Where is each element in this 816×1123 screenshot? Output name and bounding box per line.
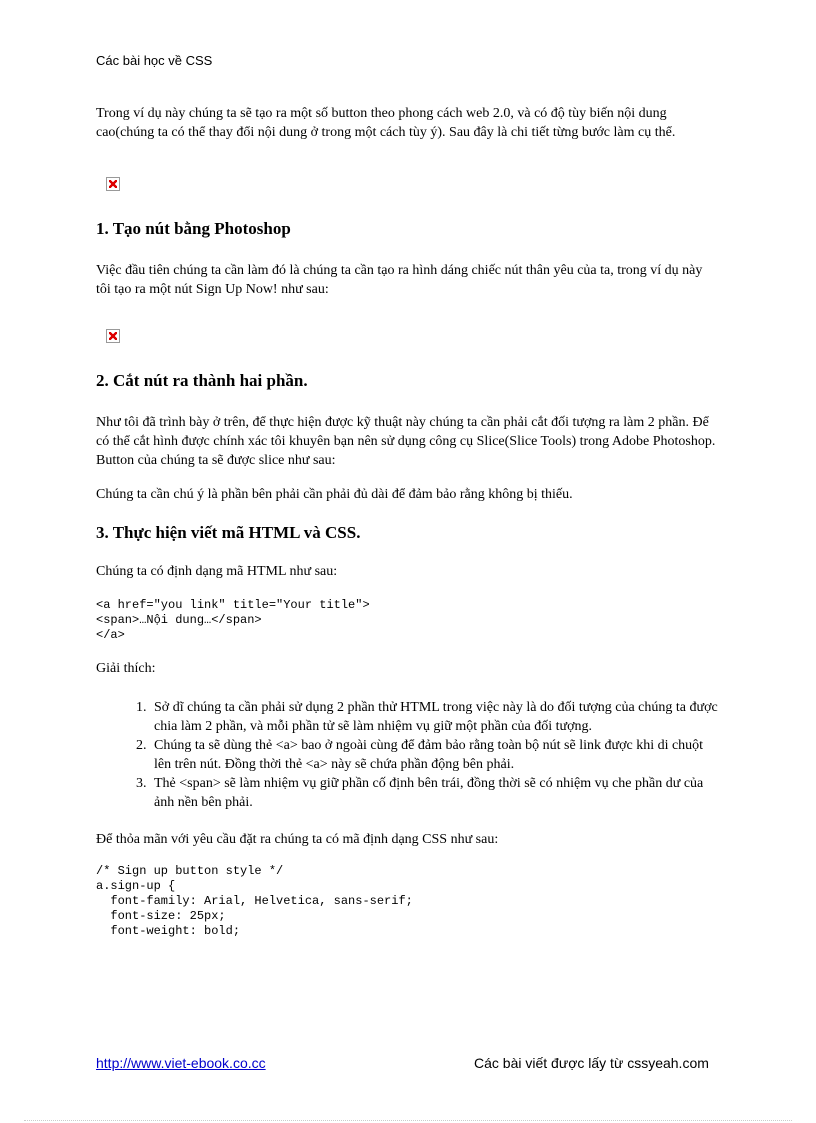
section-3-heading: 3. Thực hiện viết mã HTML và CSS. (96, 523, 361, 542)
css-code-block: /* Sign up button style */ a.sign-up { font-family: Arial, Helvetica, sans-serif; font-size: 25px; font-weight: bold; (96, 864, 413, 938)
html-code-block: <a href="you link" title="Your title"> <span>…Nội dung…</span> </a> (96, 598, 370, 642)
section-2-paragraph: Như tôi đã trình bày ở trên, để thực hiện được kỹ thuật này chúng ta cần phải cắt đối tượng ra làm 2 phần. Để có thể cắt hình được chính xác tôi khuyên bạn nên sử dụng công cụ Slice(Slice Tools) trong Adobe Photoshop. Button của chúng ta sẽ được slice như sau: (96, 415, 716, 468)
page-divider (24, 1120, 792, 1121)
page-header: Các bài học về CSS (96, 53, 213, 68)
broken-image-icon (106, 329, 120, 343)
intro-paragraph: Trong ví dụ này chúng ta sẽ tạo ra một số button theo phong cách web 2.0, và có độ tùy biến nội dung cao(chúng ta có thể thay đổi nội dung ở trong một cách tùy ý). Sau đây là chi tiết từng bước làm cụ thể. (96, 106, 676, 140)
footer-source: Các bài viết được lấy từ cssyeah.com (474, 1055, 709, 1071)
section-3-paragraph: Chúng ta có định dạng mã HTML như sau: (96, 564, 338, 579)
section-1-heading: 1. Tạo nút bằng Photoshop (96, 219, 291, 238)
list-item: 1. Sở dĩ chúng ta cần phải sử dụng 2 phần thử HTML trong việc này là do đối tượng của chúng ta được chia làm 2 phần, và mỗi phần tử sẽ làm nhiệm vụ giữ một phần của đối tượng. (150, 698, 720, 736)
explain-list (96, 698, 720, 812)
section-1-paragraph: Việc đầu tiên chúng ta cần làm đó là chúng ta cần tạo ra hình dáng chiếc nút thân yêu của ta, trong ví dụ này tôi tạo ra một nút Sign Up Now! như sau: (96, 263, 703, 297)
list-item: 2. Chúng ta sẽ dùng thẻ <a> bao ở ngoài cùng để đảm bảo rằng toàn bộ nút sẽ link được khi di chuột lên trên nút. Đồng thời thẻ <a> này sẽ chứa phần động bên phải. (150, 736, 720, 774)
footer-link[interactable]: http://www.viet-ebook.co.cc (96, 1055, 266, 1071)
css-intro-paragraph: Để thỏa mãn với yêu cầu đặt ra chúng ta có mã định dạng CSS như sau: (96, 832, 499, 847)
section-2-heading: 2. Cắt nút ra thành hai phần. (96, 371, 308, 390)
list-item: 3. Thẻ <span> sẽ làm nhiệm vụ giữ phần cố định bên trái, đồng thời sẽ có nhiệm vụ che phần dư của ảnh nền bên phải. (150, 774, 720, 812)
section-2-note: Chúng ta cần chú ý là phần bên phải cần phải đủ dài để đảm bảo rằng không bị thiếu. (96, 487, 573, 502)
explain-label: Giải thích: (96, 661, 156, 676)
broken-image-icon (106, 177, 120, 191)
document-body (96, 104, 720, 939)
